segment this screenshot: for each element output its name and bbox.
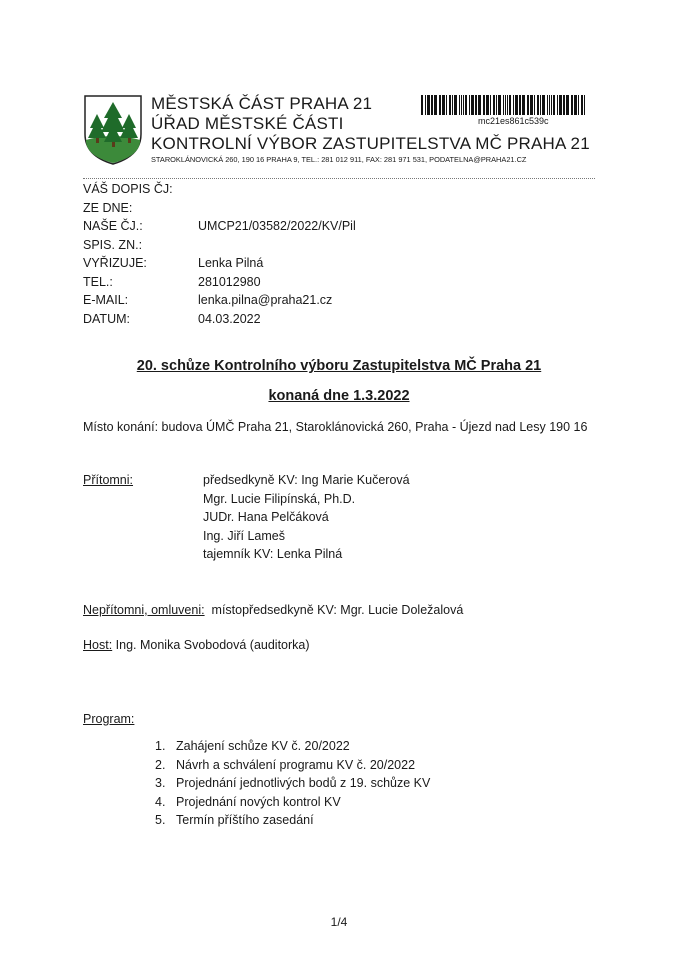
meta-value: UMCP21/03582/2022/KV/Pil <box>198 219 356 233</box>
program-item-number: 3. <box>155 776 166 790</box>
program-item-text: Termín příštího zasedání <box>176 813 314 827</box>
meta-value: Lenka Pilná <box>198 256 264 270</box>
meta-row <box>83 201 356 220</box>
document-subtitle-date: konaná dne 1.3.2022 <box>268 388 410 404</box>
meta-row <box>83 182 356 201</box>
host-row <box>83 638 310 652</box>
program-item-text: Zahájení schůze KV č. 20/2022 <box>176 739 350 753</box>
absent-value: místopředsedkyně KV: Mgr. Lucie Doležalová <box>211 603 464 617</box>
document-title: 20. schůze Kontrolního výboru Zastupitelstva MČ Praha 21 <box>136 358 542 374</box>
absent-row <box>83 603 463 617</box>
program-item <box>155 795 430 814</box>
org-name-line2: ÚŘAD MĚSTSKÉ ČÁSTI <box>151 114 344 133</box>
present-person: Mgr. Lucie Filipínská, Ph.D. <box>203 491 356 506</box>
program-item-text: Projednání jednotlivých bodů z 19. schůze KV <box>176 776 431 790</box>
meta-row <box>83 293 356 312</box>
barcode-text: mc21es861c539c <box>478 116 549 126</box>
barcode <box>421 95 587 115</box>
present-list <box>203 473 410 566</box>
meeting-place: Místo konání: budova ÚMČ Praha 21, Staroklánovická 260, Praha - Újezd nad Lesy 190 16 <box>83 420 588 434</box>
program-label: Program: <box>83 712 135 726</box>
header-divider <box>83 178 595 179</box>
program-item-number: 2. <box>155 757 166 772</box>
program-item <box>155 758 430 777</box>
meta-value: 281012980 <box>198 274 261 289</box>
meta-row <box>83 312 356 331</box>
meta-row <box>83 219 356 238</box>
absent-label: Nepřítomni, omluveni: <box>83 603 205 617</box>
org-name-line3: KONTROLNÍ VÝBOR ZASTUPITELSTVA MČ PRAHA 21 <box>151 134 590 153</box>
program-item <box>155 813 430 832</box>
meta-label: DATUM: <box>83 311 130 326</box>
meta-row <box>83 238 356 257</box>
meta-label: TEL.: <box>83 274 113 289</box>
meta-label: ZE DNE: <box>83 200 133 215</box>
present-person: JUDr. Hana Pelčáková <box>203 510 329 524</box>
present-person: tajemník KV: Lenka Pilná <box>203 547 343 561</box>
org-address: STAROKLÁNOVICKÁ 260, 190 16 PRAHA 9, TEL.: 281 012 911, FAX: 281 971 531, PODATELNA@PRAHA21.CZ <box>151 155 527 164</box>
org-name-line1: MĚSTSKÁ ČÁST PRAHA 21 <box>151 94 373 113</box>
present-person: předsedkyně KV: Ing Marie Kučerová <box>203 473 410 487</box>
program-item-text: Projednání nových kontrol KV <box>176 794 341 809</box>
meta-row <box>83 275 356 294</box>
meta-value: 04.03.2022 <box>198 311 261 326</box>
coat-of-arms-logo <box>83 94 143 166</box>
meta-label: NAŠE ČJ.: <box>83 219 143 233</box>
program-item-number: 1. <box>155 739 166 753</box>
page-number: 1/4 <box>330 915 348 929</box>
coat-of-arms-trees-icon <box>83 94 143 166</box>
present-person: Ing. Jiří Lameš <box>203 528 285 543</box>
present-label: Přítomni: <box>83 473 134 487</box>
program-item-text: Návrh a schválení programu KV č. 20/2022 <box>176 757 416 772</box>
meta-label: E-MAIL: <box>83 293 129 307</box>
meta-label: VYŘIZUJE: <box>83 256 147 270</box>
program-list <box>155 739 430 832</box>
host-value: Ing. Monika Svobodová (auditorka) <box>115 638 310 652</box>
meta-row <box>83 256 356 275</box>
program-item-number: 4. <box>155 794 166 809</box>
meta-label: SPIS. ZN.: <box>83 237 143 252</box>
meta-value: lenka.pilna@praha21.cz <box>198 293 333 307</box>
meta-label: VÁŠ DOPIS ČJ: <box>83 182 173 196</box>
program-item <box>155 739 430 758</box>
program-item-number: 5. <box>155 813 166 827</box>
host-label: Host: <box>83 638 113 652</box>
reference-block <box>83 182 356 330</box>
program-item <box>155 776 430 795</box>
